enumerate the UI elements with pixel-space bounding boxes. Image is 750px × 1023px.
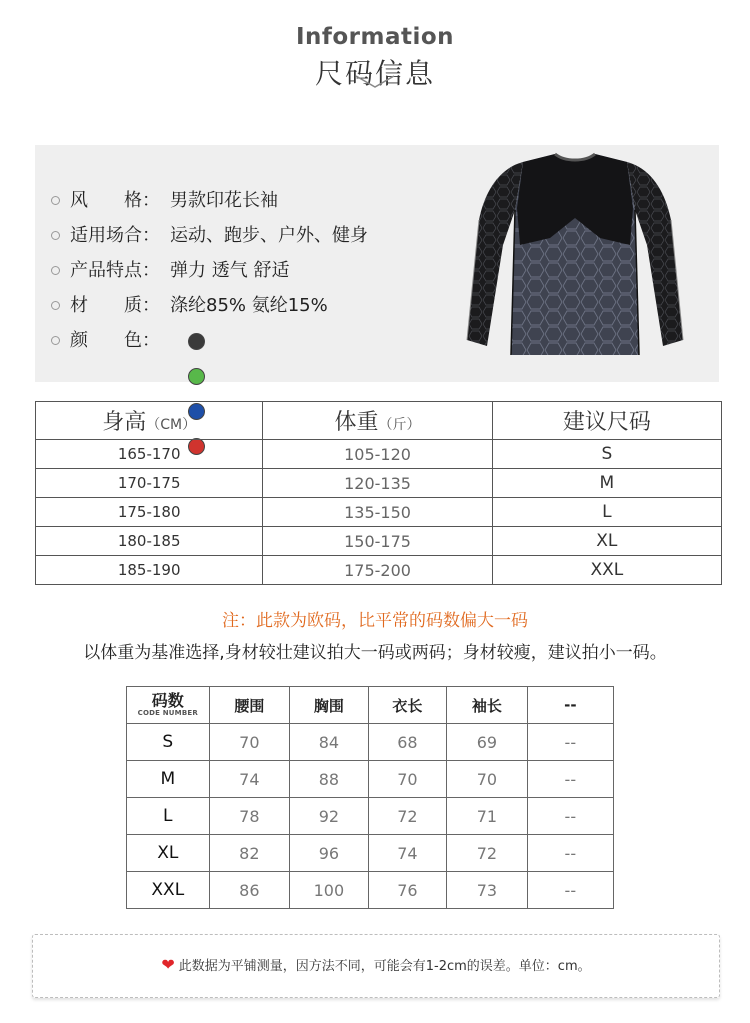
header-other: -- [527, 687, 613, 724]
table-row [36, 469, 722, 498]
header-sleeve: 袖长 [447, 687, 527, 724]
cell-chest: 96 [290, 835, 369, 872]
table-row [36, 556, 722, 585]
cell-chest: 92 [290, 798, 369, 835]
cell-size: L [127, 798, 210, 835]
cell-weight: 135-150 [263, 498, 492, 527]
cell-length: 76 [368, 872, 447, 909]
info-value: 运动、跑步、户外、健身 [170, 225, 368, 246]
cell-height: 175-180 [36, 498, 263, 527]
cell-waist: 82 [209, 835, 289, 872]
cell-sleeve: 73 [447, 872, 527, 909]
color-swatch-green[interactable] [188, 368, 205, 385]
table-row [127, 724, 614, 761]
info-label: 产品特点： [70, 260, 160, 281]
cell-other: -- [527, 724, 613, 761]
cell-chest: 88 [290, 761, 369, 798]
header-chest: 胸围 [290, 687, 369, 724]
header-height: 身高（CM） [36, 402, 263, 440]
cell-waist: 86 [209, 872, 289, 909]
info-label: 风 格： [70, 190, 160, 211]
cell-length: 72 [368, 798, 447, 835]
size-advice-note: 以体重为基准选择,身材较壮建议拍大一码或两码；身材较瘦，建议拍小一码。 [83, 643, 667, 663]
size-recommendation-table [35, 401, 722, 585]
bullet-icon [51, 266, 60, 275]
cell-waist: 70 [209, 724, 289, 761]
info-value: 男款印花长袖 [170, 190, 278, 211]
header-waist: 腰围 [209, 687, 289, 724]
measurement-table [126, 686, 614, 909]
euro-size-note: 注：此款为欧码，比平常的码数偏大一码 [222, 611, 528, 631]
cell-other: -- [527, 798, 613, 835]
cell-size: XL [492, 527, 721, 556]
header-size: 建议尺码 [492, 402, 721, 440]
disclaimer-line [33, 955, 719, 974]
cell-size: S [127, 724, 210, 761]
cell-waist: 74 [209, 761, 289, 798]
table-row [36, 498, 722, 527]
cell-waist: 78 [209, 798, 289, 835]
cell-other: -- [527, 835, 613, 872]
cell-chest: 84 [290, 724, 369, 761]
title-chinese: 尺码信息 [314, 57, 435, 90]
cell-other: -- [527, 761, 613, 798]
cell-size: XXL [492, 556, 721, 585]
cell-sleeve: 72 [447, 835, 527, 872]
header-code-number: 码数 CODE NUMBER [127, 687, 210, 724]
cell-height: 165-170 [36, 440, 263, 469]
table-row [36, 440, 722, 469]
table-row [127, 872, 614, 909]
cell-height: 170-175 [36, 469, 263, 498]
cell-weight: 175-200 [263, 556, 492, 585]
cell-size: M [492, 469, 721, 498]
cell-sleeve: 71 [447, 798, 527, 835]
cell-size: L [492, 498, 721, 527]
bullet-icon [51, 196, 60, 205]
table-row [127, 761, 614, 798]
table-header-row [127, 687, 614, 724]
cell-other: -- [527, 872, 613, 909]
header-length: 衣长 [368, 687, 447, 724]
bullet-icon [51, 301, 60, 310]
table-header-row [36, 402, 722, 440]
info-value: 弹力 透气 舒适 [170, 260, 290, 281]
info-value: 涤纶85% 氨纶15% [170, 295, 328, 316]
cell-sleeve: 69 [447, 724, 527, 761]
info-label: 适用场合： [70, 225, 160, 246]
color-swatch-black[interactable] [188, 333, 205, 350]
product-info-panel [35, 145, 719, 382]
cell-length: 74 [368, 835, 447, 872]
header-weight: 体重（斤） [263, 402, 492, 440]
cell-weight: 120-135 [263, 469, 492, 498]
info-label: 颜 色： [70, 330, 160, 351]
table-row [127, 835, 614, 872]
cell-weight: 105-120 [263, 440, 492, 469]
bullet-icon [51, 336, 60, 345]
cell-size: XXL [127, 872, 210, 909]
cell-sleeve: 70 [447, 761, 527, 798]
bullet-icon [51, 231, 60, 240]
cell-size: XL [127, 835, 210, 872]
cell-weight: 150-175 [263, 527, 492, 556]
info-label: 材 质： [70, 295, 160, 316]
cell-height: 180-185 [36, 527, 263, 556]
cell-size: S [492, 440, 721, 469]
title-english: Information [295, 24, 455, 50]
cell-size: M [127, 761, 210, 798]
product-shirt-image [455, 150, 695, 360]
cell-length: 70 [368, 761, 447, 798]
heart-icon: ❤ [161, 955, 175, 974]
table-row [127, 798, 614, 835]
cell-chest: 100 [290, 872, 369, 909]
table-row [36, 527, 722, 556]
cell-height: 185-190 [36, 556, 263, 585]
cell-length: 68 [368, 724, 447, 761]
measurement-disclaimer-box [32, 934, 720, 998]
disclaimer-text: 此数据为平铺测量，因方法不同，可能会有1-2cm的误差。单位：cm。 [178, 959, 591, 974]
chevron-down-icon [355, 74, 395, 90]
